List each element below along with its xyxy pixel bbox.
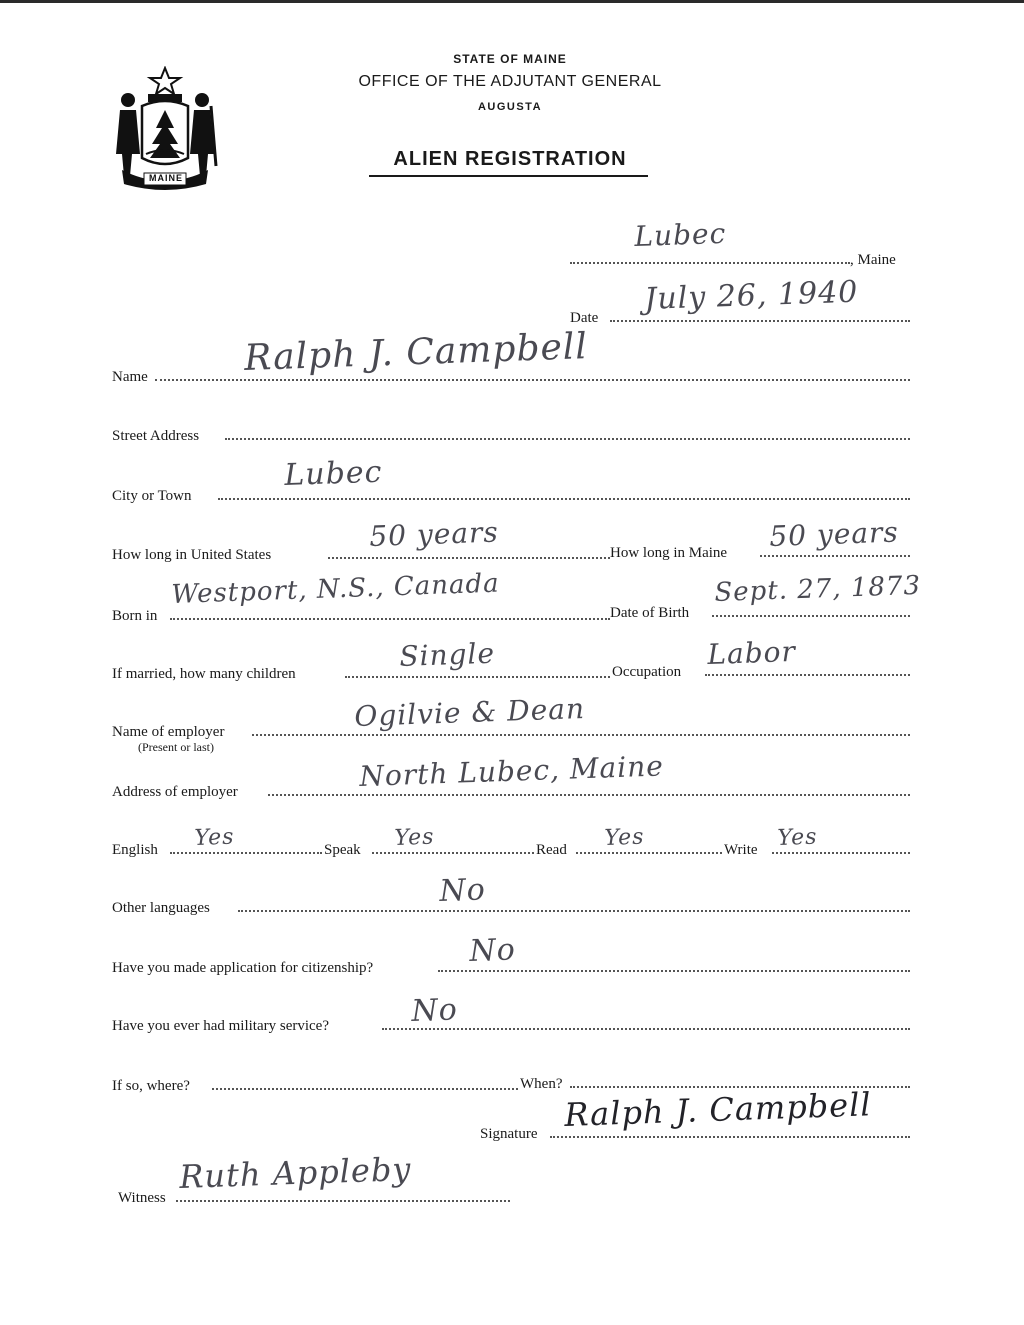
place-line xyxy=(570,262,850,264)
city-town-line xyxy=(218,498,910,500)
military-line xyxy=(382,1028,910,1030)
date-of-birth-label: Date of Birth xyxy=(610,605,690,621)
how-long-maine-line xyxy=(760,555,910,557)
name-line xyxy=(155,379,910,381)
date-of-birth-line xyxy=(712,615,910,617)
military-label: Have you ever had military service? xyxy=(112,1018,329,1034)
write-line xyxy=(772,852,910,854)
city-heading: AUGUSTA xyxy=(477,101,543,113)
children-value[interactable]: Single xyxy=(398,636,496,673)
speak-label: Speak xyxy=(324,842,361,858)
occupation-line xyxy=(705,674,910,676)
other-languages-line xyxy=(238,910,910,912)
write-value[interactable]: Yes xyxy=(777,824,818,851)
place-suffix: , Maine xyxy=(850,252,896,268)
write-label: Write xyxy=(724,842,758,858)
speak-line xyxy=(372,852,534,854)
born-in-line xyxy=(170,618,610,620)
when-label: When? xyxy=(520,1076,563,1092)
military-value[interactable]: No xyxy=(410,992,459,1029)
date-line xyxy=(610,320,910,322)
place-value[interactable]: Lubec xyxy=(633,216,727,253)
state-seal-icon xyxy=(110,66,220,190)
how-long-maine-value[interactable]: 50 years xyxy=(768,515,900,553)
employer-address-value[interactable]: North Lubec, Maine xyxy=(358,749,665,793)
occupation-value[interactable]: Labor xyxy=(706,634,797,671)
other-languages-value[interactable]: No xyxy=(438,872,487,909)
top-border xyxy=(0,0,1024,3)
english-line xyxy=(170,852,322,854)
name-label: Name xyxy=(112,369,148,385)
citizenship-label: Have you made application for citizenship? xyxy=(112,960,374,976)
office-heading: OFFICE OF THE ADJUTANT GENERAL xyxy=(358,73,662,90)
title-underline xyxy=(369,175,648,177)
english-label: English xyxy=(112,842,158,858)
city-town-value[interactable]: Lubec xyxy=(283,454,383,493)
date-of-birth-value[interactable]: Sept. 27, 1873 xyxy=(713,570,922,608)
other-languages-label: Other languages xyxy=(112,900,210,916)
witness-label: Witness xyxy=(118,1190,166,1206)
seal-banner-text: MAINE xyxy=(149,173,183,183)
employer-value[interactable]: Ogilvie & Dean xyxy=(353,691,586,733)
how-long-us-value[interactable]: 50 years xyxy=(368,515,500,553)
form-title: ALIEN REGISTRATION xyxy=(393,148,627,170)
speak-value[interactable]: Yes xyxy=(394,824,435,851)
read-line xyxy=(576,852,722,854)
born-in-label: Born in xyxy=(112,608,158,624)
born-in-value[interactable]: Westport, N.S., Canada xyxy=(170,568,501,610)
read-label: Read xyxy=(536,842,567,858)
witness-line xyxy=(176,1200,510,1202)
employer-line xyxy=(252,734,910,736)
employer-label: Name of employer xyxy=(112,724,225,740)
signature-line xyxy=(550,1136,910,1138)
street-address-line xyxy=(225,438,910,440)
date-value[interactable]: July 26, 1940 xyxy=(643,274,859,317)
employer-sublabel: (Present or last) xyxy=(138,740,214,754)
witness-value[interactable]: Ruth Appleby xyxy=(178,1149,413,1196)
name-value[interactable]: Ralph J. Campbell xyxy=(243,326,589,379)
street-address-label: Street Address xyxy=(112,428,200,444)
employer-address-line xyxy=(268,794,910,796)
signature-value[interactable]: Ralph J. Campbell xyxy=(563,1085,873,1134)
city-town-label: City or Town xyxy=(112,488,192,504)
citizenship-line xyxy=(438,970,910,972)
date-label: Date xyxy=(570,310,599,326)
where-line xyxy=(212,1088,518,1090)
occupation-label: Occupation xyxy=(612,664,682,680)
how-long-maine-label: How long in Maine xyxy=(610,545,728,561)
how-long-us-label: How long in United States xyxy=(112,547,272,563)
employer-address-label: Address of employer xyxy=(112,784,238,800)
read-value[interactable]: Yes xyxy=(604,824,645,851)
state-heading: STATE OF MAINE xyxy=(453,52,567,66)
children-label: If married, how many children xyxy=(112,666,296,682)
where-label: If so, where? xyxy=(112,1078,190,1094)
citizenship-value[interactable]: No xyxy=(468,932,517,969)
english-value[interactable]: Yes xyxy=(194,824,235,851)
how-long-us-line xyxy=(328,557,610,559)
signature-label: Signature xyxy=(480,1126,538,1142)
children-line xyxy=(345,676,610,678)
